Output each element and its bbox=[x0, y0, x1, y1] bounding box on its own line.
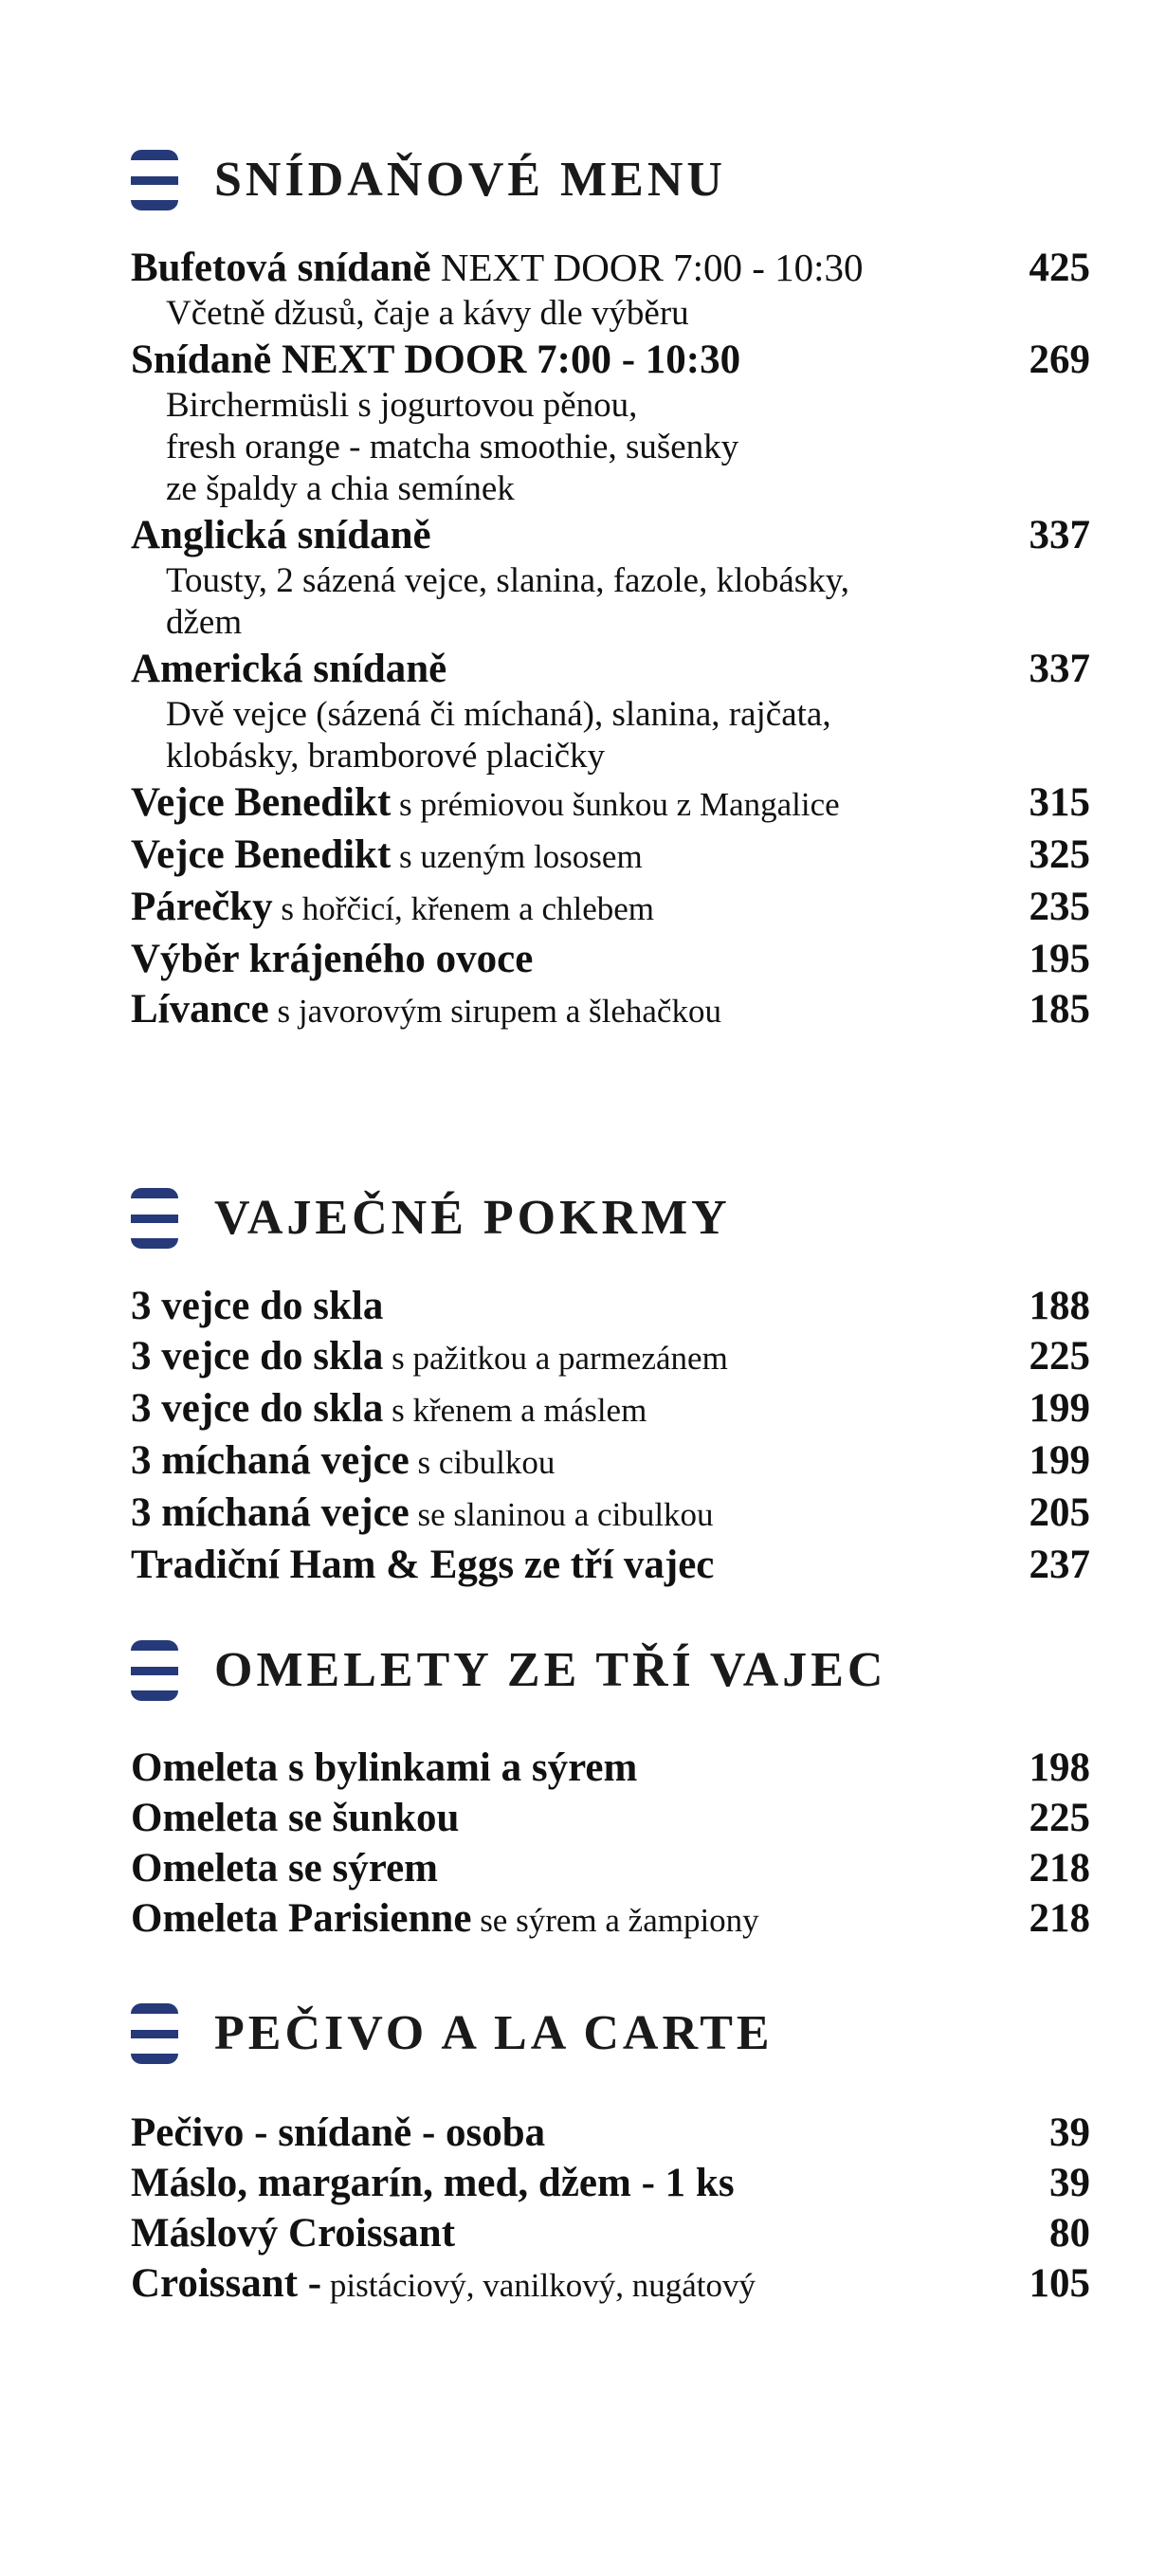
menu-item bbox=[131, 1893, 1090, 1946]
menu-item bbox=[131, 243, 1090, 335]
dish-name: Lívance bbox=[131, 987, 269, 1032]
menu-item bbox=[131, 1383, 1090, 1435]
dish-price: 188 bbox=[1029, 1284, 1090, 1328]
menu-item bbox=[131, 2108, 1090, 2158]
menu-items bbox=[131, 243, 1090, 1036]
section-title: OMELETY ZE TŘÍ VAJEC bbox=[214, 1643, 887, 1697]
menu-item-row bbox=[131, 2108, 1090, 2158]
dish-price: 337 bbox=[1029, 513, 1090, 557]
menu-item bbox=[131, 2258, 1090, 2311]
dish-description: Tousty, 2 sázená vejce, slanina, fazole, klobásky, bbox=[166, 561, 850, 600]
dish-name: Snídaně NEXT DOOR 7:00 - 10:30 bbox=[131, 338, 741, 382]
dish-price: 237 bbox=[1029, 1543, 1090, 1587]
dish-name: Máslový Croissant bbox=[131, 2211, 456, 2256]
dish-price: 199 bbox=[1029, 1438, 1090, 1483]
menu-item-row bbox=[131, 644, 1090, 694]
dish-name: Výběr krájeného ovoce bbox=[131, 937, 534, 981]
section-egg-dishes bbox=[131, 1180, 1090, 1590]
dish-price: 39 bbox=[1049, 2110, 1090, 2155]
menu-item-row bbox=[131, 1435, 1090, 1488]
dish-description: fresh orange - matcha smoothie, sušenky bbox=[166, 428, 739, 466]
section-title: VAJEČNÉ POKRMY bbox=[214, 1191, 731, 1245]
dish-price: 269 bbox=[1029, 338, 1090, 382]
menu-item-row bbox=[131, 1281, 1090, 1331]
dish-detail: s křenem a máslem bbox=[383, 1392, 647, 1429]
dish-description: ze špaldy a chia semínek bbox=[166, 469, 515, 508]
stripes-icon bbox=[131, 150, 178, 210]
dish-price: 325 bbox=[1029, 832, 1090, 877]
dish-price: 105 bbox=[1029, 2261, 1090, 2306]
dish-description: klobásky, bramborové placičky bbox=[166, 737, 606, 776]
dish-price: 205 bbox=[1029, 1490, 1090, 1535]
stripes-icon bbox=[131, 1188, 178, 1249]
dish-price: 225 bbox=[1029, 1334, 1090, 1379]
menu-item bbox=[131, 1281, 1090, 1331]
dish-price: 218 bbox=[1029, 1896, 1090, 1941]
dish-name: Máslo, margarín, med, džem - 1 ks bbox=[131, 2161, 735, 2205]
dish-name: 3 míchaná vejce bbox=[131, 1438, 410, 1483]
menu-item-row bbox=[131, 510, 1090, 560]
dish-price: 235 bbox=[1029, 885, 1090, 929]
dish-name: 3 vejce do skla bbox=[131, 1386, 384, 1431]
dish-detail: s pažitkou a parmezánem bbox=[383, 1340, 728, 1377]
menu-item bbox=[131, 2158, 1090, 2208]
menu-item bbox=[131, 1488, 1090, 1540]
section-header bbox=[131, 142, 1090, 218]
section-header bbox=[131, 1633, 1090, 1708]
dish-description: Dvě vejce (sázená či míchaná), slanina, rajčata, bbox=[166, 695, 831, 734]
dish-name: Omeleta Parisienne bbox=[131, 1896, 472, 1941]
menu-item-row bbox=[131, 777, 1090, 830]
menu-item-row bbox=[131, 1331, 1090, 1383]
dish-name: Omeleta se sýrem bbox=[131, 1846, 438, 1891]
dish-detail: s hořčicí, křenem a chlebem bbox=[272, 890, 655, 927]
dish-detail: s javorovým sirupem a šlehačkou bbox=[268, 993, 721, 1030]
dish-price: 80 bbox=[1049, 2211, 1090, 2256]
menu-item bbox=[131, 1843, 1090, 1893]
menu-item-row bbox=[131, 1843, 1090, 1893]
section-title: SNÍDAŇOVÉ MENU bbox=[214, 153, 726, 207]
stripes-icon bbox=[131, 2003, 178, 2064]
dish-price: 39 bbox=[1049, 2161, 1090, 2205]
menu-item bbox=[131, 1331, 1090, 1383]
dish-name: Párečky bbox=[131, 885, 273, 929]
section-title: PEČIVO A LA CARTE bbox=[214, 2006, 774, 2060]
dish-price: 195 bbox=[1029, 937, 1090, 981]
dish-price: 425 bbox=[1029, 246, 1090, 290]
dish-name: Omeleta s bylinkami a sýrem bbox=[131, 1745, 638, 1790]
dish-name: 3 vejce do skla bbox=[131, 1284, 384, 1328]
menu-item-row bbox=[131, 2158, 1090, 2208]
dish-name: Americká snídaně bbox=[131, 647, 447, 691]
dish-detail: se sýrem a žampiony bbox=[471, 1902, 759, 1939]
menu-item-row bbox=[131, 934, 1090, 984]
menu-item bbox=[131, 510, 1090, 644]
dish-detail: NEXT DOOR 7:00 - 10:30 bbox=[430, 246, 864, 289]
menu-items bbox=[131, 1743, 1090, 1946]
menu-item bbox=[131, 777, 1090, 830]
dish-name: Pečivo - snídaně - osoba bbox=[131, 2110, 546, 2155]
menu-item bbox=[131, 882, 1090, 934]
menu-item-row bbox=[131, 882, 1090, 934]
section-header bbox=[131, 1996, 1090, 2072]
menu-item bbox=[131, 335, 1090, 510]
menu-item bbox=[131, 1793, 1090, 1843]
menu-item bbox=[131, 1540, 1090, 1590]
dish-price: 198 bbox=[1029, 1745, 1090, 1790]
menu-item bbox=[131, 934, 1090, 984]
menu-item-row bbox=[131, 1743, 1090, 1793]
dish-description: Včetně džusů, čaje a kávy dle výběru bbox=[166, 294, 689, 333]
menu-item bbox=[131, 1435, 1090, 1488]
dish-price: 315 bbox=[1029, 780, 1090, 825]
menu-item-row bbox=[131, 335, 1090, 385]
section-breakfast-menu bbox=[131, 142, 1090, 1036]
menu-item-row bbox=[131, 1793, 1090, 1843]
dish-name: Bufetová snídaně bbox=[131, 246, 431, 290]
dish-price: 225 bbox=[1029, 1796, 1090, 1840]
dish-name: Croissant - bbox=[131, 2261, 322, 2306]
dish-price: 337 bbox=[1029, 647, 1090, 691]
menu-item-row bbox=[131, 243, 1090, 293]
dish-price: 185 bbox=[1029, 987, 1090, 1032]
menu-item bbox=[131, 644, 1090, 777]
dish-name: Vejce Benedikt bbox=[131, 780, 392, 825]
menu-item bbox=[131, 2208, 1090, 2258]
menu-item bbox=[131, 984, 1090, 1036]
dish-name: Vejce Benedikt bbox=[131, 832, 392, 877]
dish-name: 3 míchaná vejce bbox=[131, 1490, 410, 1535]
section-omelettes bbox=[131, 1633, 1090, 1946]
section-header bbox=[131, 1180, 1090, 1256]
dish-detail: s cibulkou bbox=[409, 1444, 556, 1481]
dish-description: Birchermüsli s jogurtovou pěnou, bbox=[166, 386, 638, 425]
dish-name: Omeleta se šunkou bbox=[131, 1796, 460, 1840]
dish-detail: se slaninou a cibulkou bbox=[409, 1496, 714, 1533]
dish-price: 199 bbox=[1029, 1386, 1090, 1431]
stripes-icon bbox=[131, 1640, 178, 1701]
dish-price: 218 bbox=[1029, 1846, 1090, 1891]
menu-item bbox=[131, 1743, 1090, 1793]
menu-item-row bbox=[131, 1540, 1090, 1590]
menu-item-row bbox=[131, 1488, 1090, 1540]
section-pastry bbox=[131, 1996, 1090, 2311]
menu-item-row bbox=[131, 984, 1090, 1036]
dish-description: džem bbox=[166, 603, 243, 642]
menu-items bbox=[131, 2108, 1090, 2311]
menu-item-row bbox=[131, 1893, 1090, 1946]
dish-name: 3 vejce do skla bbox=[131, 1334, 384, 1379]
menu-items bbox=[131, 1281, 1090, 1590]
dish-name: Tradiční Ham & Eggs ze tří vajec bbox=[131, 1543, 715, 1587]
menu-item-row bbox=[131, 2208, 1090, 2258]
dish-detail: s prémiovou šunkou z Mangalice bbox=[391, 786, 840, 823]
menu-item-row bbox=[131, 2258, 1090, 2311]
menu-item-row bbox=[131, 1383, 1090, 1435]
dish-detail: pistáciový, vanilkový, nugátový bbox=[321, 2267, 756, 2304]
menu-item-row bbox=[131, 830, 1090, 882]
menu-item bbox=[131, 830, 1090, 882]
dish-detail: s uzeným lososem bbox=[391, 838, 643, 875]
dish-name: Anglická snídaně bbox=[131, 513, 431, 557]
